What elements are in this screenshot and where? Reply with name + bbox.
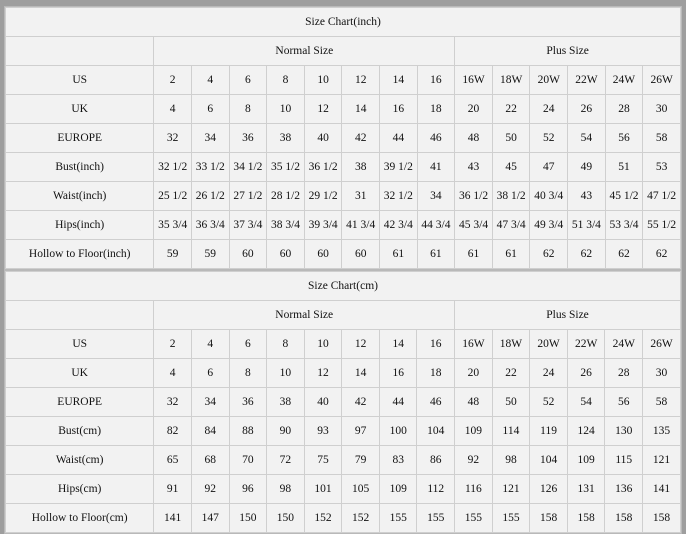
cell: 40 (304, 388, 342, 417)
cell: 32 (154, 124, 192, 153)
cell: 16W (455, 330, 493, 359)
cell: 34 (417, 182, 455, 211)
cell: 39 3/4 (304, 211, 342, 240)
cell: 36 3/4 (191, 211, 229, 240)
cell: 42 (342, 124, 380, 153)
row-label-us: US (6, 330, 154, 359)
cell: 114 (492, 417, 530, 446)
cell: 46 (417, 124, 455, 153)
cell: 58 (643, 124, 681, 153)
cell: 6 (191, 95, 229, 124)
cell: 61 (455, 240, 493, 269)
cell: 53 (643, 153, 681, 182)
cell: 12 (342, 66, 380, 95)
cell: 93 (304, 417, 342, 446)
cell: 49 3/4 (530, 211, 568, 240)
cell: 36 1/2 (304, 153, 342, 182)
cell: 92 (455, 446, 493, 475)
cell: 18W (492, 330, 530, 359)
cell: 30 (643, 95, 681, 124)
row-label-uk: UK (6, 95, 154, 124)
cell: 22 (492, 359, 530, 388)
cell: 62 (605, 240, 643, 269)
cell: 33 1/2 (191, 153, 229, 182)
cell: 59 (191, 240, 229, 269)
size-chart-cm (4, 270, 682, 534)
cell: 34 (191, 388, 229, 417)
cell: 45 1/2 (605, 182, 643, 211)
cell: 155 (379, 504, 417, 533)
cell: 22W (568, 66, 606, 95)
cell: 158 (530, 504, 568, 533)
row-label-bust: Bust(cm) (6, 417, 154, 446)
cell: 75 (304, 446, 342, 475)
cell: 26W (643, 66, 681, 95)
cell: 121 (643, 446, 681, 475)
table-row (6, 153, 681, 182)
cell: 47 3/4 (492, 211, 530, 240)
cell: 155 (455, 504, 493, 533)
cell: 14 (342, 359, 380, 388)
cell: 45 (492, 153, 530, 182)
cell: 150 (229, 504, 267, 533)
cell: 43 (568, 182, 606, 211)
cell: 115 (605, 446, 643, 475)
cell: 79 (342, 446, 380, 475)
cell: 98 (267, 475, 305, 504)
cell: 56 (605, 124, 643, 153)
cell: 6 (229, 66, 267, 95)
row-label-hips: Hips(inch) (6, 211, 154, 240)
row-label-waist: Waist(inch) (6, 182, 154, 211)
row-label-hollow-to-floor: Hollow to Floor(inch) (6, 240, 154, 269)
cell: 24W (605, 330, 643, 359)
row-label-hollow-to-floor: Hollow to Floor(cm) (6, 504, 154, 533)
cell: 4 (154, 359, 192, 388)
cell: 109 (455, 417, 493, 446)
cell: 38 (342, 153, 380, 182)
cell: 52 (530, 124, 568, 153)
cell: 62 (643, 240, 681, 269)
cell: 135 (643, 417, 681, 446)
cell: 40 (304, 124, 342, 153)
cell: 8 (267, 66, 305, 95)
size-chart-inch-table (5, 7, 681, 269)
group-header-normal: Normal Size (154, 37, 455, 66)
cell: 30 (643, 359, 681, 388)
cell: 16 (417, 330, 455, 359)
cell: 51 3/4 (568, 211, 606, 240)
cell: 32 1/2 (154, 153, 192, 182)
cell: 8 (229, 95, 267, 124)
cell: 112 (417, 475, 455, 504)
cell: 27 1/2 (229, 182, 267, 211)
cell: 119 (530, 417, 568, 446)
cell: 61 (380, 240, 418, 269)
cell: 141 (154, 504, 192, 533)
group-header-normal: Normal Size (154, 301, 455, 330)
cell: 20W (530, 66, 568, 95)
table-row (6, 359, 681, 388)
cell: 104 (530, 446, 568, 475)
cell: 34 1/2 (229, 153, 267, 182)
cell: 2 (154, 66, 192, 95)
cell: 68 (191, 446, 229, 475)
cell: 50 (492, 388, 530, 417)
table-row (6, 95, 681, 124)
table-row (6, 475, 681, 504)
cell: 44 3/4 (417, 211, 455, 240)
cell: 29 1/2 (304, 182, 342, 211)
cell: 34 (191, 124, 229, 153)
cell: 35 1/2 (267, 153, 305, 182)
cell: 152 (304, 504, 342, 533)
table-row (6, 66, 681, 95)
cell: 54 (568, 124, 606, 153)
cell: 38 (267, 124, 305, 153)
cell: 18 (417, 95, 455, 124)
cell: 158 (643, 504, 681, 533)
cell: 52 (530, 388, 568, 417)
cell: 32 (154, 388, 192, 417)
cell: 62 (530, 240, 568, 269)
cell: 35 3/4 (154, 211, 192, 240)
cell: 38 1/2 (492, 182, 530, 211)
row-label-us: US (6, 66, 154, 95)
page-title: Size Chart(inch) (6, 8, 681, 37)
cell: 97 (342, 417, 380, 446)
cell: 55 1/2 (643, 211, 681, 240)
cell: 124 (567, 417, 605, 446)
cell: 82 (154, 417, 192, 446)
cell: 31 (342, 182, 380, 211)
cell: 53 3/4 (605, 211, 643, 240)
cell: 28 (605, 95, 643, 124)
cell: 130 (605, 417, 643, 446)
cell: 2 (154, 330, 192, 359)
cell: 131 (567, 475, 605, 504)
cell: 60 (304, 240, 342, 269)
cell: 8 (267, 330, 305, 359)
row-label-europe: EUROPE (6, 124, 154, 153)
cell: 54 (567, 388, 605, 417)
cell: 10 (267, 359, 305, 388)
cell: 38 (267, 388, 305, 417)
cell: 4 (191, 330, 229, 359)
cell: 88 (229, 417, 267, 446)
cell: 158 (567, 504, 605, 533)
cell: 26 1/2 (191, 182, 229, 211)
cell: 44 (380, 124, 418, 153)
cell: 98 (492, 446, 530, 475)
table-row (6, 211, 681, 240)
cell: 20 (455, 359, 493, 388)
cell: 4 (191, 66, 229, 95)
cell: 61 (492, 240, 530, 269)
cell: 100 (379, 417, 417, 446)
corner-cell (6, 37, 154, 66)
cell: 43 (455, 153, 493, 182)
row-label-uk: UK (6, 359, 154, 388)
cell: 84 (191, 417, 229, 446)
size-chart-cm-table (5, 271, 681, 533)
cell: 36 (229, 388, 267, 417)
cell: 42 (342, 388, 380, 417)
cell: 12 (304, 95, 342, 124)
cell: 16 (380, 95, 418, 124)
cell: 47 (530, 153, 568, 182)
cell: 37 3/4 (229, 211, 267, 240)
cell: 59 (154, 240, 192, 269)
chart-title-row (6, 8, 681, 37)
cell: 109 (567, 446, 605, 475)
cell: 12 (304, 359, 342, 388)
cell: 4 (154, 95, 192, 124)
cell: 60 (267, 240, 305, 269)
table-row (6, 446, 681, 475)
cell: 36 (229, 124, 267, 153)
table-row (6, 417, 681, 446)
cell: 101 (304, 475, 342, 504)
cell: 24 (530, 95, 568, 124)
page-title-cm: Size Chart(cm) (6, 272, 681, 301)
table-row (6, 124, 681, 153)
cell: 158 (605, 504, 643, 533)
cell: 136 (605, 475, 643, 504)
table-row (6, 388, 681, 417)
cell: 18W (492, 66, 530, 95)
cell: 90 (267, 417, 305, 446)
cell: 8 (229, 359, 267, 388)
row-label-bust: Bust(inch) (6, 153, 154, 182)
table-row (6, 330, 681, 359)
cell: 155 (492, 504, 530, 533)
cell: 20 (455, 95, 493, 124)
size-chart-inch (4, 6, 682, 270)
group-header-plus: Plus Size (455, 37, 681, 66)
table-row (6, 182, 681, 211)
cell: 105 (342, 475, 380, 504)
cell: 150 (267, 504, 305, 533)
cell: 14 (380, 66, 418, 95)
cell: 70 (229, 446, 267, 475)
cell: 152 (342, 504, 380, 533)
cell: 86 (417, 446, 455, 475)
cell: 14 (379, 330, 417, 359)
chart-group-row (6, 301, 681, 330)
table-row (6, 504, 681, 533)
row-label-waist: Waist(cm) (6, 446, 154, 475)
cell: 40 3/4 (530, 182, 568, 211)
cell: 32 1/2 (380, 182, 418, 211)
cell: 65 (154, 446, 192, 475)
cell: 26 (568, 95, 606, 124)
cell: 6 (229, 330, 267, 359)
cell: 50 (492, 124, 530, 153)
cell: 41 (417, 153, 455, 182)
cell: 16 (379, 359, 417, 388)
cell: 12 (342, 330, 380, 359)
cell: 44 (379, 388, 417, 417)
cell: 22W (567, 330, 605, 359)
cell: 45 3/4 (455, 211, 493, 240)
corner-cell (6, 301, 154, 330)
cell: 24 (530, 359, 568, 388)
chart-title-row (6, 272, 681, 301)
cell: 20W (530, 330, 568, 359)
cell: 155 (417, 504, 455, 533)
cell: 6 (191, 359, 229, 388)
cell: 10 (304, 66, 342, 95)
cell: 10 (267, 95, 305, 124)
cell: 42 3/4 (380, 211, 418, 240)
row-label-hips: Hips(cm) (6, 475, 154, 504)
cell: 51 (605, 153, 643, 182)
cell: 141 (643, 475, 681, 504)
cell: 18 (417, 359, 455, 388)
cell: 92 (191, 475, 229, 504)
cell: 147 (191, 504, 229, 533)
cell: 41 3/4 (342, 211, 380, 240)
cell: 38 3/4 (267, 211, 305, 240)
cell: 83 (379, 446, 417, 475)
cell: 116 (455, 475, 493, 504)
cell: 28 (605, 359, 643, 388)
cell: 72 (267, 446, 305, 475)
cell: 48 (455, 388, 493, 417)
cell: 25 1/2 (154, 182, 192, 211)
cell: 47 1/2 (643, 182, 681, 211)
cell: 126 (530, 475, 568, 504)
cell: 49 (568, 153, 606, 182)
cell: 62 (568, 240, 606, 269)
group-header-plus: Plus Size (455, 301, 681, 330)
cell: 10 (304, 330, 342, 359)
cell: 96 (229, 475, 267, 504)
cell: 104 (417, 417, 455, 446)
cell: 61 (417, 240, 455, 269)
cell: 39 1/2 (380, 153, 418, 182)
cell: 91 (154, 475, 192, 504)
cell: 48 (455, 124, 493, 153)
table-row (6, 240, 681, 269)
cell: 56 (605, 388, 643, 417)
cell: 16 (417, 66, 455, 95)
cell: 121 (492, 475, 530, 504)
cell: 26W (643, 330, 681, 359)
cell: 24W (605, 66, 643, 95)
cell: 36 1/2 (455, 182, 493, 211)
row-label-europe: EUROPE (6, 388, 154, 417)
cell: 16W (455, 66, 493, 95)
cell: 58 (643, 388, 681, 417)
cell: 109 (379, 475, 417, 504)
cell: 46 (417, 388, 455, 417)
cell: 60 (229, 240, 267, 269)
cell: 60 (342, 240, 380, 269)
cell: 26 (567, 359, 605, 388)
chart-group-row (6, 37, 681, 66)
cell: 22 (492, 95, 530, 124)
cell: 14 (342, 95, 380, 124)
cell: 28 1/2 (267, 182, 305, 211)
